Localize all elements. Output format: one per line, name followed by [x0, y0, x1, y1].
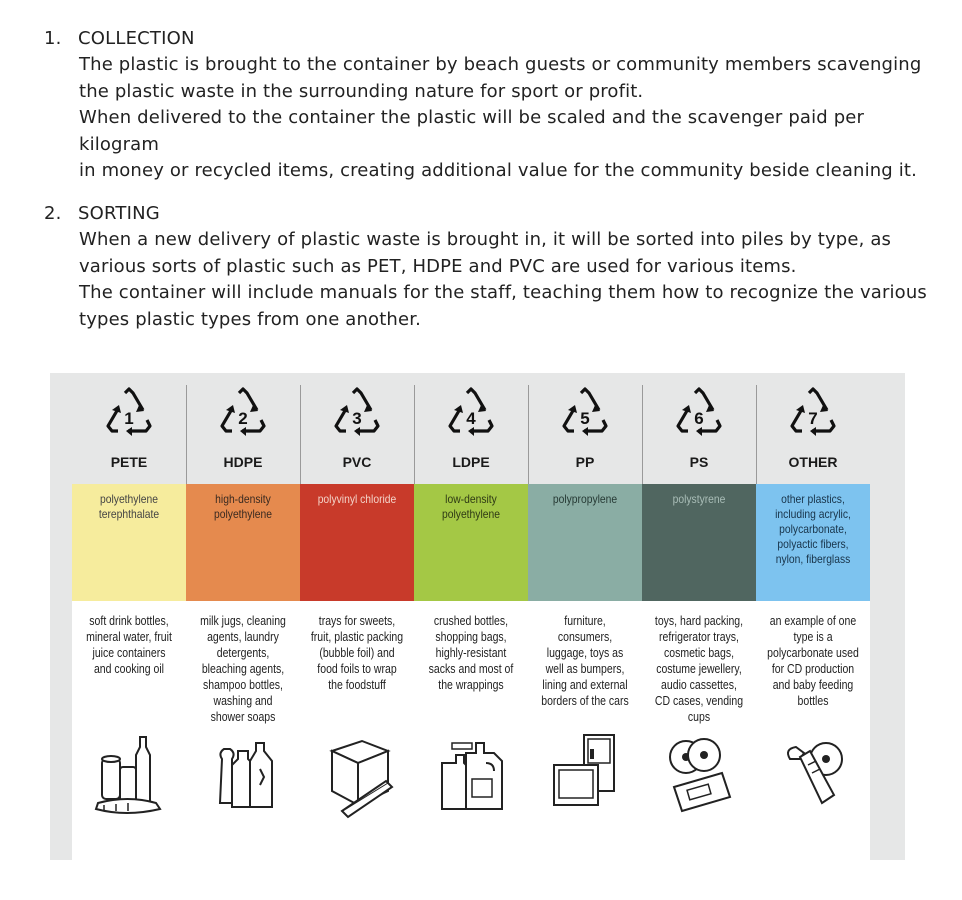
plastic-abbreviation: PETE — [110, 454, 148, 470]
section-title: COLLECTION — [78, 28, 195, 49]
plastic-color-band — [528, 484, 642, 601]
plastic-color-band — [186, 484, 300, 601]
recycling-symbol-icon — [788, 387, 838, 441]
plastic-full-name: polyvinyl chloride — [317, 492, 397, 506]
plastic-abbreviation: PVC — [342, 454, 372, 470]
body-line: types plastic types from one another. — [79, 308, 421, 330]
plastic-abbreviation: HDPE — [223, 454, 263, 470]
section-number: 1. — [44, 28, 62, 49]
plastic-column-hdpe — [186, 373, 300, 860]
section-body — [79, 52, 939, 185]
appliances-icon — [550, 729, 622, 821]
plastic-uses-box — [72, 601, 186, 860]
plastic-abbreviation: PS — [689, 454, 709, 470]
plastic-full-name: high-density polyethylene — [214, 492, 272, 521]
plastic-full-name: low-density polyethylene — [442, 492, 500, 521]
plastic-column-other — [756, 373, 870, 860]
section-heading — [44, 26, 195, 52]
body-line: in money or recycled items, creating additional value for the community beside cleaning it. — [79, 160, 917, 181]
plastic-color-band — [756, 484, 870, 601]
recycling-symbol-icon — [560, 387, 610, 441]
plastic-column-pete — [72, 373, 186, 860]
plastic-uses-text: trays for sweets, fruit, plastic packing (bubble foil) and food foils to wrap the foodstuff — [310, 614, 404, 692]
plastic-abbreviation: LDPE — [452, 454, 490, 470]
plastic-abbreviation: OTHER — [788, 454, 838, 470]
plastic-column-ldpe — [414, 373, 528, 860]
body-line: The plastic is brought to the container by beach guests or community members scavenging — [79, 54, 922, 75]
resin-code: 7 — [808, 409, 818, 428]
recycling-symbol-icon — [332, 387, 382, 441]
plastic-uses-text: furniture, consumers, luggage, toys as well as bumpers, lining and external borders of the cars — [541, 614, 629, 708]
resin-code: 5 — [580, 409, 590, 428]
resin-code: 1 — [124, 409, 134, 428]
plastic-uses-box — [186, 601, 300, 860]
recycling-symbol-icon — [104, 387, 154, 441]
plastic-column-pvc — [300, 373, 414, 860]
body-line: the plastic waste in the surrounding nature for sport or profit. — [79, 80, 644, 102]
plastic-full-name: other plastics, including acrylic, polycarbonate, polyactic fibers, nylon, fiberglass — [775, 492, 851, 566]
plastic-full-name: polypropylene — [552, 492, 618, 506]
section-number: 2. — [44, 203, 62, 224]
plastic-uses-text: crushed bottles, shopping bags, highly-resistant sacks and most of the wrappings — [428, 614, 514, 692]
body-line: When delivered to the container the plastic will be scaled and the scavenger paid per kilogram — [79, 107, 865, 155]
jugs-icon — [208, 729, 280, 821]
recycling-symbol-icon — [674, 387, 724, 441]
recycling-symbol-icon — [446, 387, 496, 441]
plastic-color-band — [642, 484, 756, 601]
baby-bottle-cd-icon — [778, 729, 850, 821]
plastic-full-name: polyethylene terephthalate — [98, 492, 160, 521]
plastic-color-band — [300, 484, 414, 601]
plastic-uses-box — [756, 601, 870, 860]
recycling-symbol-icon — [218, 387, 268, 441]
plastic-uses-text: milk jugs, cleaning agents, laundry detergents, bleaching agents, shampoo bottles, washing and shower soaps — [200, 614, 286, 724]
resin-code: 3 — [352, 409, 362, 428]
plastic-column-pp — [528, 373, 642, 860]
foil-box-icon — [322, 729, 394, 821]
plastic-types-infographic — [50, 373, 905, 860]
body-line: various sorts of plastic such as PET, HDPE and PVC are used for various items. — [79, 255, 797, 277]
body-line: The container will include manuals for the staff, teaching them how to recognize the various — [79, 282, 927, 303]
containers-icon — [436, 729, 508, 821]
bottles-icon — [94, 729, 166, 821]
plastic-color-band — [414, 484, 528, 601]
plastic-uses-box — [300, 601, 414, 860]
plastic-uses-box — [642, 601, 756, 860]
plastic-uses-box — [414, 601, 528, 860]
resin-code: 2 — [238, 409, 248, 428]
resin-code: 6 — [694, 409, 704, 428]
plastic-full-name: polystyrene — [672, 492, 726, 506]
section-heading — [44, 201, 160, 227]
plastic-uses-box — [528, 601, 642, 860]
plastic-column-ps — [642, 373, 756, 860]
section-title: SORTING — [78, 203, 160, 224]
cassette-cd-icon — [664, 729, 736, 821]
plastic-uses-text: soft drink bottles, mineral water, fruit juice containers and cooking oil — [86, 614, 172, 676]
plastic-uses-text: toys, hard packing, refrigerator trays, cosmetic bags, costume jewellery, audio cassettes, CD cases, vending cups — [654, 614, 744, 724]
plastic-uses-text: an example of one type is a polycarbonate used for CD production and baby feeding bottles — [767, 614, 859, 708]
body-line: When a new delivery of plastic waste is brought in, it will be sorted into piles by type, as — [79, 229, 892, 250]
plastic-color-band — [72, 484, 186, 601]
section-body — [79, 227, 939, 333]
plastic-abbreviation: PP — [575, 454, 595, 470]
resin-code: 4 — [466, 409, 476, 428]
